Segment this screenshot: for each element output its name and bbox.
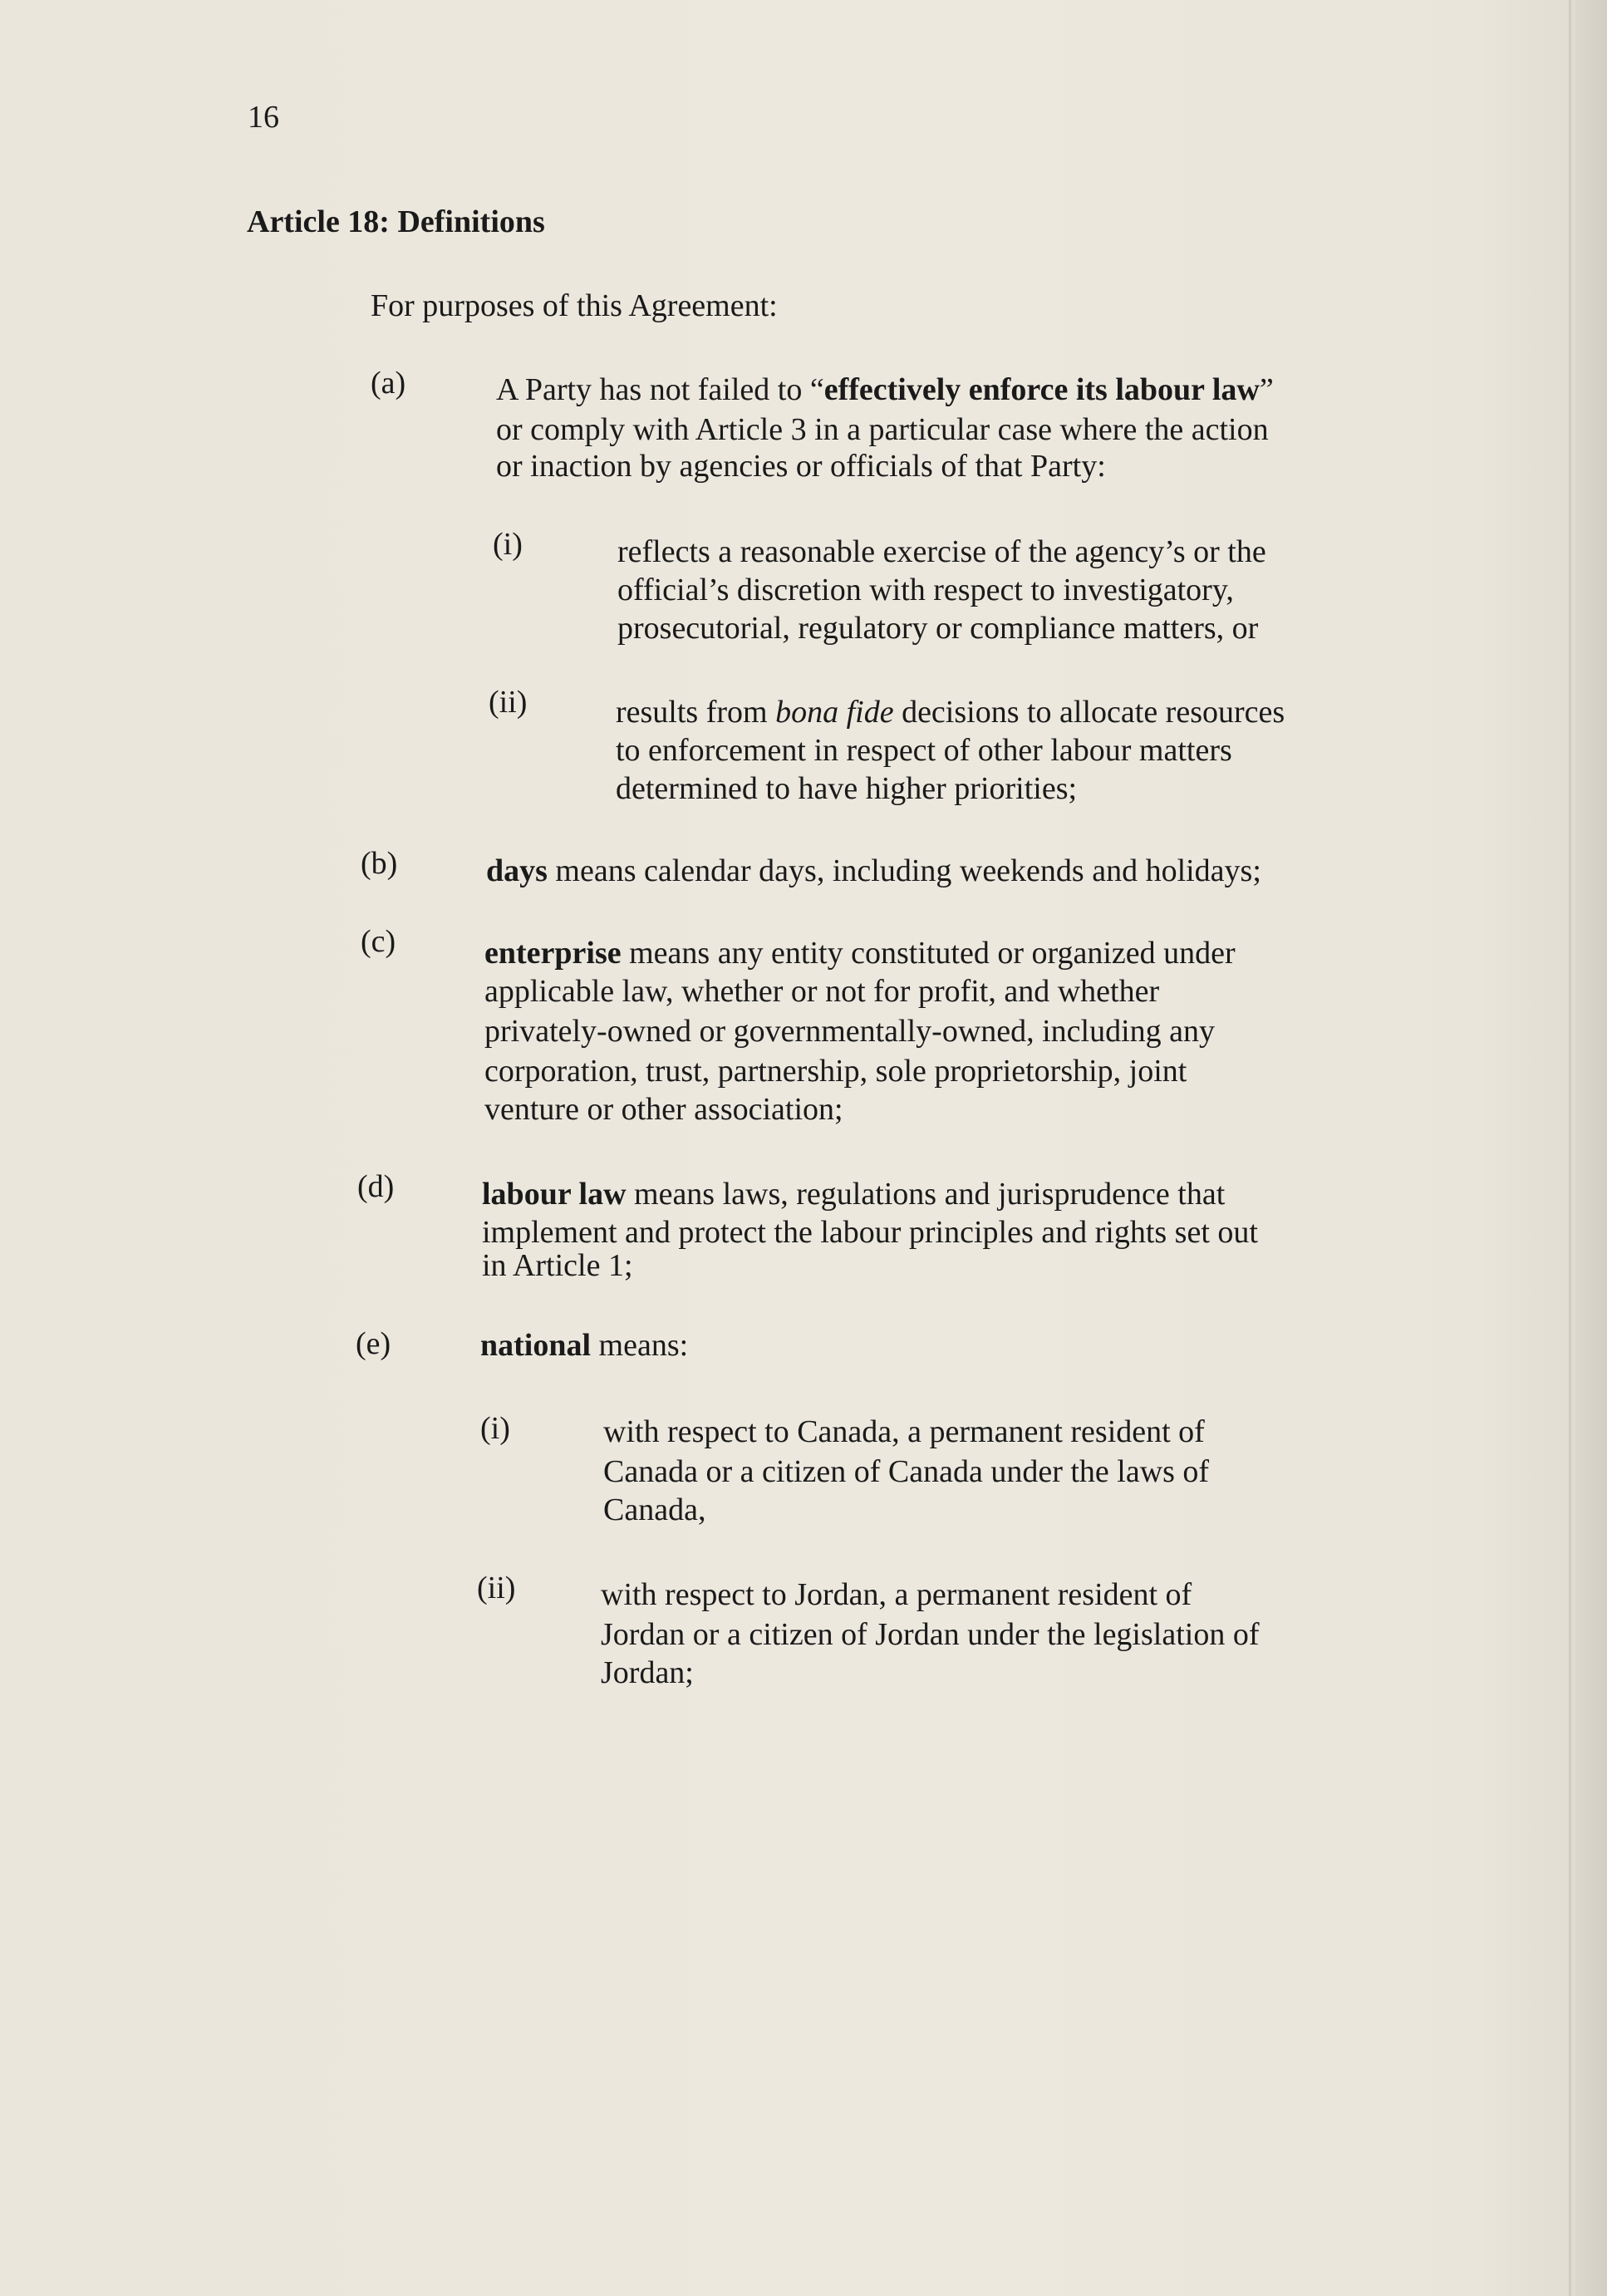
item-b-term: days bbox=[486, 853, 548, 888]
item-b-line1: days means calendar days, including weekends and holidays; bbox=[486, 853, 1261, 888]
item-e-sub-i-line2: Canada or a citizen of Canada under the laws of bbox=[603, 1454, 1210, 1489]
item-d-line2: implement and protect the labour principles and rights set out bbox=[482, 1215, 1258, 1250]
item-d-term: labour law bbox=[482, 1177, 627, 1212]
item-a-sub-i-line2: official’s discretion with respect to investigatory, bbox=[617, 573, 1234, 607]
item-e-term: national bbox=[480, 1328, 592, 1363]
item-c-line3: privately-owned or governmentally-owned, including any bbox=[484, 1014, 1216, 1049]
item-a-line2: or comply with Article 3 in a particular case where the action bbox=[496, 412, 1269, 447]
item-d-line1: labour law means laws, regulations and jurisprudence that bbox=[482, 1177, 1226, 1212]
item-a-term: effectively enforce its labour law bbox=[823, 372, 1260, 407]
item-e-sub-ii-line1: with respect to Jordan, a permanent resident of bbox=[601, 1577, 1192, 1612]
item-e-sub-ii-label: (ii) bbox=[477, 1571, 516, 1605]
intro-text: For purposes of this Agreement: bbox=[371, 288, 778, 323]
item-e-sub-i-label: (i) bbox=[480, 1411, 510, 1446]
item-e-sub-ii-line2: Jordan or a citizen of Jordan under the legislation of bbox=[601, 1617, 1260, 1652]
item-a-label: (a) bbox=[371, 366, 406, 401]
article-heading: Article 18: Definitions bbox=[247, 204, 545, 239]
item-d-line3: in Article 1; bbox=[482, 1248, 633, 1283]
bona-fide-italic: bona fide bbox=[775, 695, 894, 730]
item-c-line5: venture or other association; bbox=[484, 1092, 843, 1127]
item-e-sub-i-line1: with respect to Canada, a permanent resident of bbox=[603, 1414, 1205, 1449]
item-e-sub-i-line3: Canada, bbox=[603, 1492, 706, 1527]
item-e-label: (e) bbox=[356, 1326, 391, 1361]
item-a-line1: A Party has not failed to “effectively enforce its labour law” bbox=[496, 372, 1274, 407]
page-number: 16 bbox=[248, 100, 279, 135]
item-e-sub-ii-line3: Jordan; bbox=[601, 1655, 694, 1690]
item-c-term: enterprise bbox=[484, 936, 622, 971]
item-a-sub-i-line1: reflects a reasonable exercise of the agency’s or the bbox=[617, 534, 1266, 569]
item-a-sub-i-line3: prosecutorial, regulatory or compliance matters, or bbox=[617, 611, 1259, 646]
item-a-sub-ii-line2: to enforcement in respect of other labour matters bbox=[616, 733, 1232, 768]
item-b-label: (b) bbox=[361, 846, 398, 881]
item-c-label: (c) bbox=[361, 924, 396, 959]
item-a-sub-ii-line3: determined to have higher priorities; bbox=[616, 771, 1078, 806]
item-a-sub-ii-label: (ii) bbox=[489, 685, 528, 720]
item-c-line4: corporation, trust, partnership, sole proprietorship, joint bbox=[484, 1054, 1187, 1089]
item-a-sub-ii-line1: results from bona fide decisions to allocate resources bbox=[616, 695, 1285, 730]
item-d-label: (d) bbox=[357, 1169, 395, 1204]
item-e-line1: national means: bbox=[480, 1328, 689, 1363]
next-page-edge bbox=[1575, 0, 1607, 2296]
page-edge-shadow bbox=[1569, 0, 1572, 2296]
item-a-sub-i-label: (i) bbox=[493, 527, 523, 562]
item-c-line1: enterprise means any entity constituted or organized under bbox=[484, 936, 1236, 971]
item-a-line3: or inaction by agencies or officials of that Party: bbox=[496, 449, 1106, 484]
item-c-line2: applicable law, whether or not for profit, and whether bbox=[484, 974, 1160, 1009]
